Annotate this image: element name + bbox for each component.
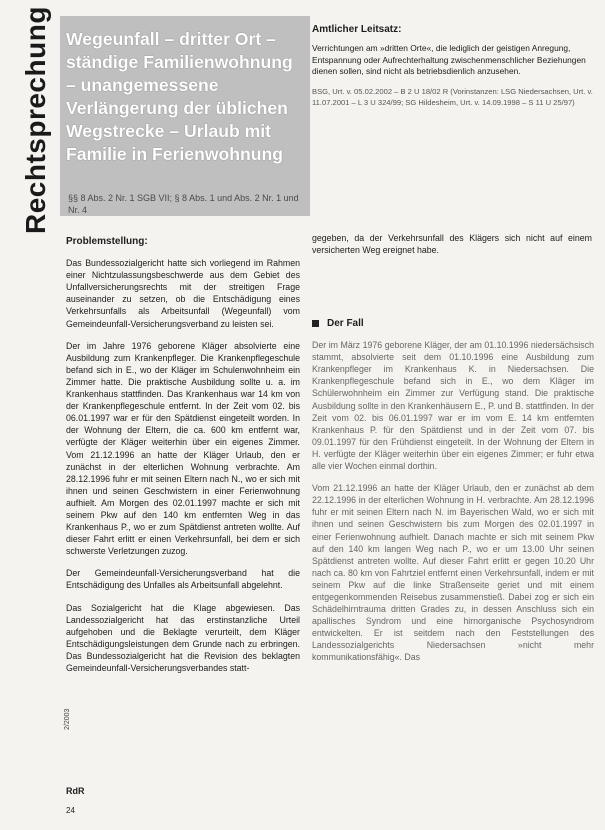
guiding-principle (312, 24, 594, 164)
paragraph: Das Sozialgericht hat die Klage abgewiesen. Das Landessozialgericht hat das erstinstanzliche Urteil aufgehoben und die Beklagte verurteilt, dem Kläger Entschädigungsleistungen dem Grunde nach zu erbringen. Das Bundessozialgericht hat die Revision des beklagten Gemeindeunfall-Versicherungsverbandes statt- (66, 602, 300, 673)
section-side-label: Rechtsprechung (20, 6, 51, 234)
square-bullet-icon (312, 320, 319, 327)
paragraph: Das Bundessozialgericht hatte sich vorliegend im Rahmen einer Nichtzulassungsbeschwerde aus dem Gebiet des Unfallversicherungsrechts mit der streitigen Frage auseinander zu setzen, ob die Entschädigung eines Verkehrsunfalls als Arbeitsunfall (Wegeunfall) vom Gemeindeunfall-Versicherungsverband zu leisten sei. (66, 258, 300, 329)
problem-heading: Problemstellung: (66, 236, 148, 247)
guide-body: Verrichtungen am »dritten Orte«, die lediglich der geistigen Anregung, Entspannung oder Aufrechterhaltung zwischenmenschlicher Beziehungen dienen sollen, sind nicht als betriebsdienlich anzusehen. (312, 43, 586, 77)
right-column-intro: gegeben, da der Verkehrsunfall des Klägers sich nicht auf einem versicherten Weg ereignet habe. (312, 233, 592, 256)
fall-heading: Der Fall (312, 318, 594, 330)
paragraph: Der im März 1976 geborene Kläger, der am 01.10.1996 niedersächsisch stammt, absolvierte seit dem 01.10.1996 eine Ausbildung zum Krankenpfleger im Krankenhaus K. in Niedersachsen. Die Krankenpflegeschule befand sich in E., wo dem Kläger im Schülerwohnheim ein Zimmer zur Verfügung stand. Die praktische Ausbildung sollte in den Krankenhäusern E., P. und B. stattfinden. In der Zeit vom 02. bis 06.01.1997 war er im vom E. 14 km entfernten Krankenhaus P. für den Spätdienst und in der Zeit vom 07. bis 09.01.1997 für den Frühdienst eingeteilt. In der Wohnung der Eltern in H. verfügte der Kläger weiterhin über ein eigenes Zimmer; er fuhr etwa alle vier Wochen einmal dorthin. (312, 340, 594, 472)
right-column (312, 318, 594, 674)
left-column (66, 236, 300, 684)
paragraph: Der Gemeindeunfall-Versicherungsverband hat die Entschädigung des Unfalles als Arbeitsunfall abgelehnt. (66, 568, 300, 591)
journal-logo: RdR (66, 786, 85, 796)
article-title: Wegeunfall – dritter Ort – ständige Familienwohnung – unangemessene Verlängerung der üblichen Wegstrecke – Urlaub mit Familie in Ferienwohnung (66, 29, 293, 164)
paragraph: Vom 21.12.1996 an hatte der Kläger Urlaub, den er zunächst ab dem 22.12.1996 in der elterlichen Wohnung in H. verbrachte. Am 28.12.1996 fuhr er mit seinen Eltern nach N. im Bayerischen Wald, wo er sich mit ihnen und seinen Geschwistern bis zum Morgen des 02.01.1997 in einer Ferienwohnung aufhielt. Danach machte er sich mit seinem Pkw auf den 140 km langen Weg nach P., wo er um 13.00 Uhr seinen Spätdienst antreten wollte. Auf dieser Fahrt erlitt er gegen 10.20 Uhr nach ca. 80 km von Fahrtziel entfernt einen Verkehrsunfall, indem er mit seinem Pkw auf die linke Straßenseite geriet und mit einem entgegenkommenden Reisebus zusammenstieß. Dabei zog er sich ein Schädelhirntrauma dritten Grades zu, in dessen Anschluss sich ein apallisches Syndrom und eine hirnorganische Psychosyndrom entwickelten. Er ist seitdem nach den Feststellungen des Landessozialgerichts Niedersachsen »nicht mehr kommunikationsfähig«. Das (312, 483, 594, 663)
guide-references: BSG, Urt. v. 05.02.2002 – B 2 U 18/02 R (Vorinstanzen: LSG Niedersachsen, Urt. v. 11.07.2001 – L 3 U 324/99; SG Hildesheim, Urt. v. 14.09.1998 – S 11 U 25/97) (312, 86, 593, 107)
legal-basis: §§ 8 Abs. 2 Nr. 1 SGB VII; § 8 Abs. 1 und Abs. 2 Nr. 1 und Nr. 4 (68, 193, 299, 215)
paragraph: Der im Jahre 1976 geborene Kläger absolvierte eine Ausbildung zum Krankenpfleger. Die Krankenpflegeschule befand sich in E., wo der Kläger im Schulenwohnheim ein Zimmer hatte. Die praktische Ausbildung sollte u. a. im Krankenhaus stattfinden. Das Krankenhaus war 14 km von der Krankenpflegeschule entfernt. In der Zeit vom 02. bis 06.01.1997 war er für den Spätdienst eingeteilt worden. In der Wohnung der Eltern, die ca. 600 km entfernt war, verfügte der Kläger weiterhin über ein eigenes Zimmer. Vom 21.12.1996 an hatte der Kläger Urlaub, den er zunächst in der elterlichen Wohnung verbrachte. Am 28.12.1996 fuhr er mit seinen Eltern nach N., wo er sich mit ihnen und seinen Geschwistern in einer Ferienwohnung aufhielt. Am Morgen des 02.01.1997 machte er sich mit seinem Pkw auf den 140 km entfernten Weg in das Krankenhaus P., wo er zum Spätdienst antreten wollte. Auf dieser Fahrt erlitt er einen Verkehrsunfall, bei dem er sich schwerste Verletzungen zuzog. (66, 340, 300, 557)
issue-label: 2/2003 (64, 708, 71, 730)
guide-heading: Amtlicher Leitsatz: (312, 24, 402, 35)
page-number: 24 (66, 806, 75, 815)
